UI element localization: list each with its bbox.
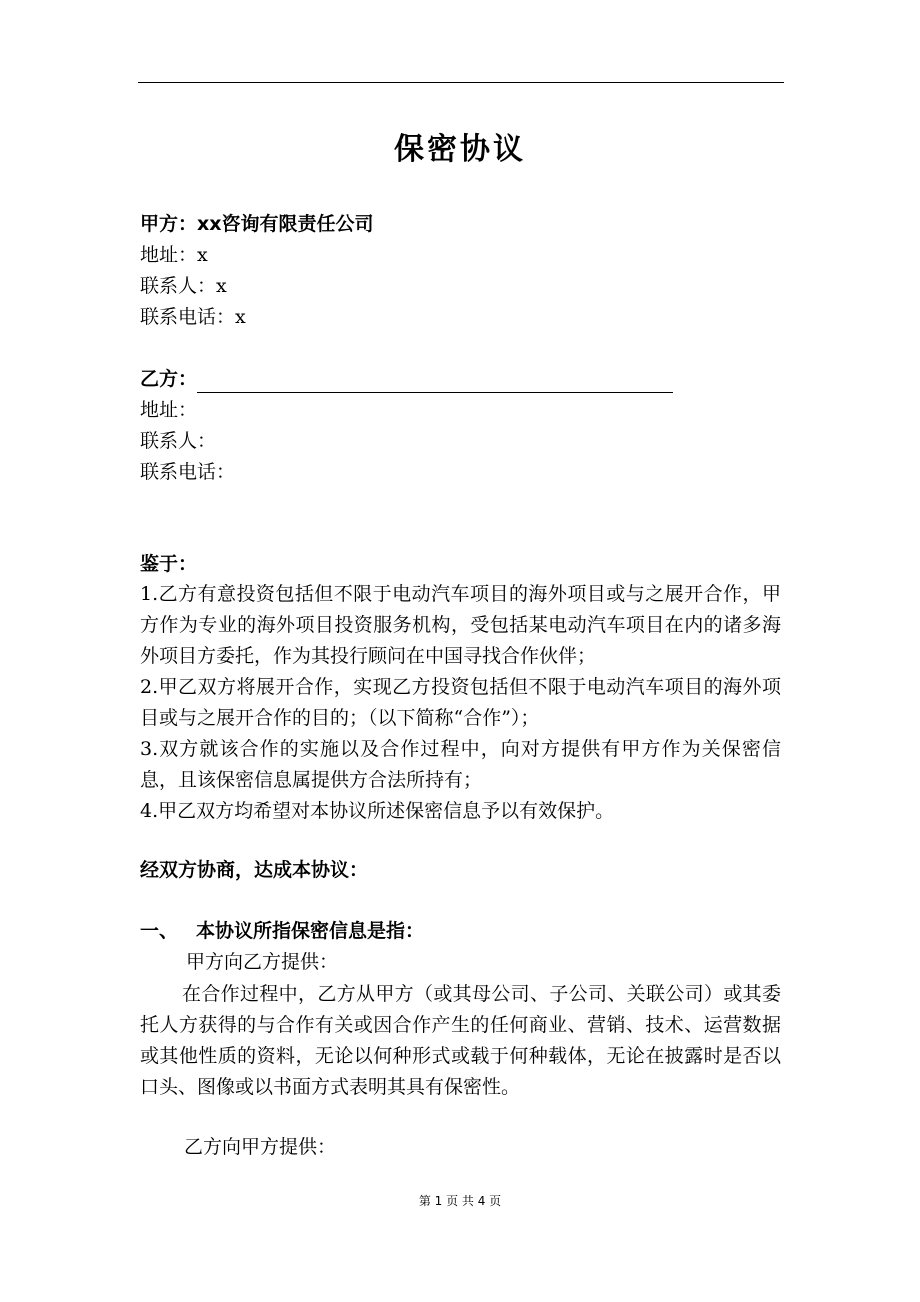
whereas-heading: 鉴于： <box>140 553 198 575</box>
whereas-list <box>140 579 781 827</box>
section-1-sub-b: 乙方向甲方提供： <box>184 1136 337 1158</box>
header-rule <box>138 82 784 83</box>
document-title: 保密协议 <box>394 132 526 167</box>
section-1-number: 一、 <box>140 920 179 942</box>
party-a-label: 甲方：xx咨询有限责任公司 <box>140 213 374 235</box>
whereas-item: 1.乙方有意投资包括但不限于电动汽车项目的海外项目或与之展开合作，甲方作为专业的海外项目投资服务机构，受包括某电动汽车项目在内的诸多海外项目方委托，作为其投行顾问在中国寻找合作伙伴； <box>140 583 781 667</box>
section-1-heading: 本协议所指保密信息是指： <box>196 920 425 942</box>
section-1-heading-line <box>140 917 424 945</box>
party-a-contact: 联系人：x <box>140 275 227 297</box>
section-1-body <box>140 979 781 1103</box>
party-b-phone: 联系电话： <box>140 461 236 483</box>
party-b-contact: 联系人： <box>140 430 217 452</box>
party-b-address: 地址： <box>140 399 198 421</box>
whereas-item: 3.双方就该合作的实施以及合作过程中，向对方提供有甲方作为关保密信息，且该保密信息属提供方合法所持有； <box>140 738 781 791</box>
agreement-intro: 经双方协商，达成本协议： <box>140 859 369 881</box>
party-a-address: 地址：x <box>140 244 208 266</box>
party-b-label: 乙方： <box>140 368 198 390</box>
party-a-phone: 联系电话：x <box>140 306 246 328</box>
whereas-item: 2.甲乙双方将展开合作，实现乙方投资包括但不限于电动汽车项目的海外项目或与之展开合作的目的；（以下简称“合作”）； <box>140 676 781 729</box>
page-footer: 第 1 页 共 4 页 <box>418 1194 502 1208</box>
party-b-line <box>140 365 673 393</box>
party-b-blank[interactable] <box>197 370 673 393</box>
section-1-sub-a: 甲方向乙方提供： <box>186 951 339 973</box>
whereas-item: 4.甲乙双方均希望对本协议所述保密信息予以有效保护。 <box>140 800 615 822</box>
section-1-body-a: 在合作过程中，乙方从甲方（或其母公司、子公司、关联公司）或其委托人方获得的与合作有关或因合作产生的任何商业、营销、技术、运营数据或其他性质的资料，无论以何种形式或载于何种载体，无论在披露时是否以口头、图像或以书面方式表明其具有保密性。 <box>140 983 781 1098</box>
